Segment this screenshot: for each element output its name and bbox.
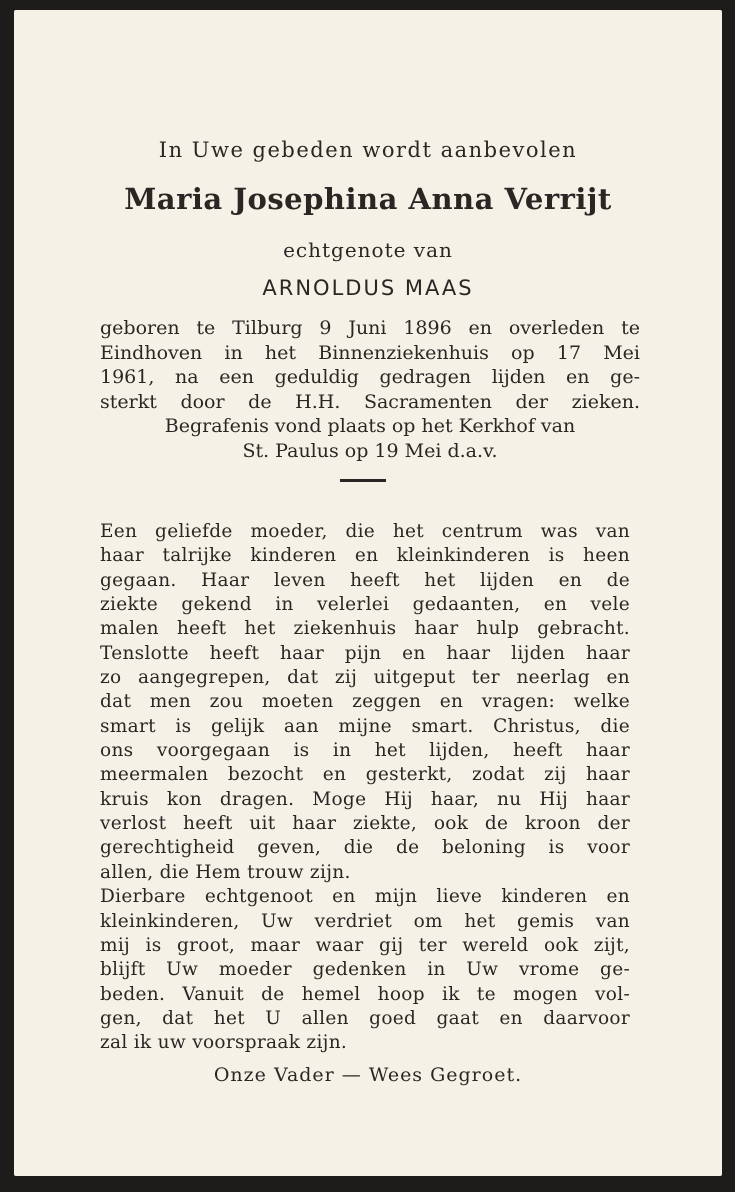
card-content — [14, 10, 722, 1176]
bio-line: Eindhoven in het Binnenziekenhuis op 17 Mei — [100, 341, 640, 364]
text-line: smart is gelijk aan mijne smart. Christus, die — [100, 715, 630, 737]
text-line: verlost heeft uit haar ziekte, ook de kroon der — [100, 813, 630, 835]
text-line: gen, dat het U allen goed gaat en daarvoor — [100, 1007, 630, 1029]
text-line: dat men zou moeten zeggen en vragen: welke — [100, 691, 630, 713]
text-line: gegaan. Haar leven heeft het lijden en de — [100, 569, 630, 591]
text-line: haar talrijke kinderen en kleinkinderen is heen — [100, 545, 630, 567]
divider — [340, 479, 386, 482]
bio-line: Begrafenis vond plaats op het Kerkhof van — [164, 415, 576, 437]
bio-line: 1961, na een geduldig gedragen lijden en ge- — [100, 366, 640, 388]
text-line: mij is groot, maar waar gij ter wereld ook zijt, — [100, 934, 630, 956]
text-line: meermalen bezocht en gesterkt, zodat zij haar — [100, 764, 630, 786]
text-line: Tenslotte heeft haar pijn en haar lijden haar — [100, 642, 630, 664]
closing-prayer: Onze Vader — Wees Gegroet. — [213, 1064, 523, 1086]
memorial-text — [100, 520, 630, 1056]
text-line: ziekte gekend in velerlei gedaanten, en vele — [100, 594, 630, 616]
text-line: Een geliefde moeder, die het centrum was van — [100, 521, 630, 542]
text-line: allen, die Hem trouw zijn. — [100, 861, 351, 883]
bio-line: geboren te Tilburg 9 Juni 1896 en overleden te — [100, 317, 640, 339]
bio-line: sterkt door de H.H. Sacramenten der zieken. — [100, 390, 640, 413]
text-line: ons voorgegaan is in het lijden, heeft haar — [100, 740, 630, 762]
spouse-name: ARNOLDUS MAAS — [262, 276, 474, 300]
bio-line: St. Paulus op 19 Mei d.a.v. — [242, 439, 498, 462]
text-line: gerechtigheid geven, die de beloning is voor — [100, 837, 630, 859]
memorial-card — [14, 10, 722, 1176]
deceased-name: Maria Josephina Anna Verrijt — [124, 182, 612, 216]
text-line: zo aangegrepen, dat zij uitgeput ter neerlag en — [100, 667, 630, 689]
text-line: beden. Vanuit de hemel hoop ik te mogen vol- — [100, 983, 630, 1005]
text-line: zal ik uw voorspraak zijn. — [100, 1032, 348, 1054]
spouse-intro: echtgenote van — [283, 238, 453, 262]
intro-line: In Uwe gebeden wordt aanbevolen — [158, 138, 578, 162]
text-line: malen heeft het ziekenhuis haar hulp gebracht. — [100, 618, 630, 640]
text-line: kleinkinderen, Uw verdriet om het gemis van — [100, 910, 630, 932]
text-line: kruis kon dragen. Moge Hij haar, nu Hij haar — [100, 788, 630, 810]
biography — [100, 316, 640, 463]
text-line: Dierbare echtgenoot en mijn lieve kinderen en — [100, 886, 630, 908]
text-line: blijft Uw moeder gedenken in Uw vrome ge- — [100, 959, 630, 981]
